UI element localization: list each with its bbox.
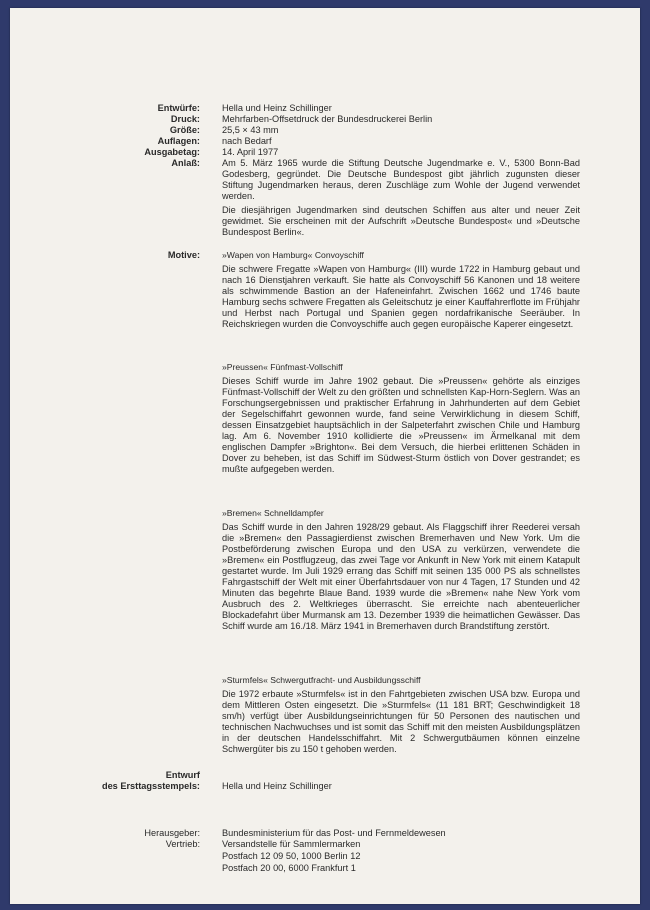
anlass-paragraph-2: Die diesjährigen Jugendmarken sind deutschen Schiffen aus alter und neuer Zeit gewidmet. Sie erscheinen mit der Aufschrift »Deutsche Bundespost« und »Deutsche Bundespost Berlin«. xyxy=(222,205,580,237)
motiv-text-wapen: Die schwere Fregatte »Wapen von Hamburg« (III) wurde 1722 in Hamburg gebaut und nach 16 Dienstjahren verkauft. Sie hatte als Convoyschiff 56 Kanonen und 18 weitere als schwimmende Bastion an der Hafeneinfahrt. Zwischen 1662 und 1746 baute Hamburg sechs schwere Fregatten als Geleitschutz je einer Kauffahrerflotte im Frühjahr und Herbst nach Portugal und Spanien gegen nordafrikanische Seeräuber. In Reichskriegen wurden die Convoyschiffe auch gegen europäische Kaperer eingesetzt. xyxy=(222,264,580,329)
value-vertrieb-line-1: Versandstelle für Sammlermarken xyxy=(222,839,361,849)
value-ersttagsstempel: Hella und Heinz Schillinger xyxy=(222,781,332,791)
document-sheet xyxy=(10,8,640,904)
value-groesse: 25,5 × 43 mm xyxy=(222,125,279,135)
value-ausgabetag: 14. April 1977 xyxy=(222,147,279,157)
value-herausgeber: Bundesministerium für das Post- und Fernmeldewesen xyxy=(222,828,446,838)
motiv-text-preussen: Dieses Schiff wurde im Jahre 1902 gebaut. Die »Preussen« gehörte als einziges Fünfmast-Vollschiff der Welt zu den größten und schnellsten Kap-Horn-Seglern. Was an Forschungsergebnissen und praktischer Erfahrung in Jahrhunderten auf dem Gebiet der Segelschiffahrt gewonnen wurde, fand seine Verwirklichung in diesem Schiff, dessen Einsatzgebiet hauptsächlich in der Salpeterfahrt zwischen Chile und Hamburg lag. Am 6. November 1910 kollidierte die »Preussen« im Ärmelkanal mit dem englischen Dampfer »Brighton«. Bei dem Versuch, die hierbei erlittenen Schäden in Dover zu beheben, ist das Schiff im Südwest-Sturm östlich von Dover gestrandet; es mußte aufgegeben werden. xyxy=(222,376,580,474)
label-vertrieb: Vertrieb: xyxy=(165,839,200,849)
label-druck: Druck: xyxy=(170,114,200,124)
label-anlass: Anlaß: xyxy=(171,158,200,168)
label-auflagen: Auflagen: xyxy=(157,136,200,146)
motiv-title-preussen: »Preussen« Fünfmast-Vollschiff xyxy=(222,362,343,372)
anlass-paragraph-1: Am 5. März 1965 wurde die Stiftung Deutsche Jugendmarke e. V., 5300 Bonn-Bad Godesberg, gegründet. Die Deutsche Bundespost gibt jährlich zugunsten dieser Stiftung Jugendmarken heraus, deren Zuschläge zum Wohle der Jugend verwendet werden. xyxy=(222,158,580,201)
value-entwuerfe: Hella und Heinz Schillinger xyxy=(222,103,332,113)
label-herausgeber: Herausgeber: xyxy=(144,828,200,838)
motiv-text-bremen: Das Schiff wurde in den Jahren 1928/29 gebaut. Als Flaggschiff ihrer Reederei versah die »Bremen« den Passagierdienst zwischen Bremerhaven und New York. Um die Postbeförderung zwischen Europa und den USA zu verkürzen, verwendete die »Bremen« ein Postflugzeug, das zwei Tage vor Ankunft in New York mit einem Katapult gestartet wurde. Im Juli 1929 errang das Schiff mit seinen 135 000 PS als schnellstes Fahrgastschiff der Welt mit einer Überfahrtsdauer von nur 4 Tagen, 17 Stunden und 42 Minuten das begehrte Blaue Band. 1939 wurde die »Bremen« nahe New York vom Ausbruch des 2. Weltkrieges überrascht. Sie erreichte nach abenteuerlicher Blockadefahrt über Murmansk am 13. Dezember 1939 die heimatlichen Gewässer. Das Schiff wurde am 16./18. März 1941 in Bremerhaven durch Brandstiftung zerstört. xyxy=(222,522,580,631)
motiv-title-sturmfels: »Sturmfels« Schwergutfracht- und Ausbildungsschiff xyxy=(222,675,421,685)
value-vertrieb-line-3: Postfach 20 00, 6000 Frankfurt 1 xyxy=(222,863,356,873)
label-ersttagsstempel: des Ersttagsstempels: xyxy=(101,781,200,791)
value-auflagen: nach Bedarf xyxy=(222,136,272,146)
motiv-title-bremen: »Bremen« Schnelldampfer xyxy=(222,508,324,518)
label-groesse: Größe: xyxy=(169,125,200,135)
label-entwuerfe: Entwürfe: xyxy=(157,103,200,113)
label-motive: Motive: xyxy=(167,250,200,260)
label-ausgabetag: Ausgabetag: xyxy=(144,147,200,157)
value-druck: Mehrfarben-Offsetdruck der Bundesdruckerei Berlin xyxy=(222,114,433,124)
motiv-title-wapen: »Wapen von Hamburg« Convoyschiff xyxy=(222,250,364,260)
motiv-text-sturmfels: Die 1972 erbaute »Sturmfels« ist in den Fahrtgebieten zwischen USA bzw. Europa und dem Mittleren Osten eingesetzt. Die »Sturmfels« (11 181 BRT; Geschwindigkeit 18 sm/h) verfügt über Ausbildungseinrichtungen für 50 Personen des nautischen und technischen Nachwuchses und ist somit das Schiff mit den meisten Ausbildungsplätzen in der deutschen Handelsschiffahrt. Mit 2 Schwergutbäumen können einzelne Schwergüter bis zu 150 t gehoben werden. xyxy=(222,689,580,754)
value-vertrieb-line-2: Postfach 12 09 50, 1000 Berlin 12 xyxy=(222,851,361,861)
label-entwurf: Entwurf xyxy=(165,770,200,780)
